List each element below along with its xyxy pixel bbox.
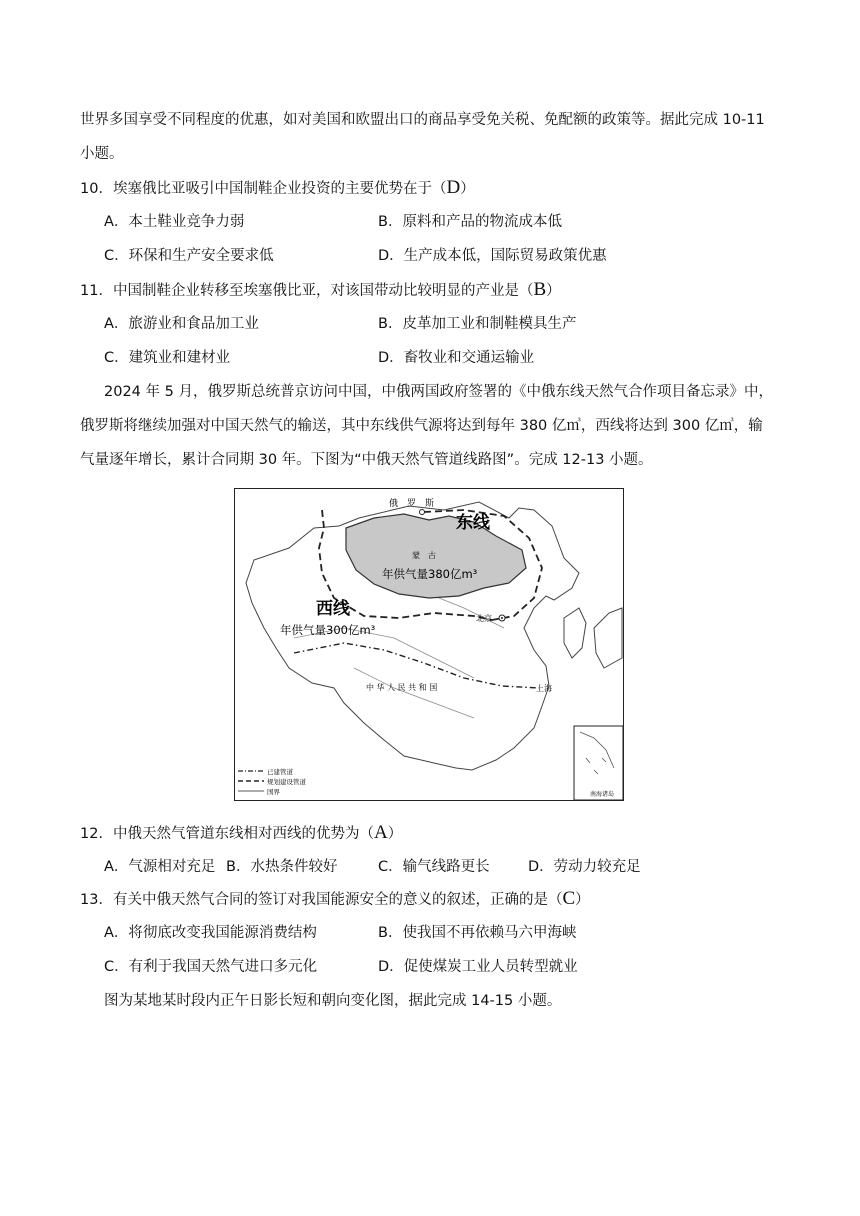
q12-option-b: B．水热条件较好	[226, 859, 338, 875]
q13-answer: C	[562, 888, 576, 909]
q10-option-b: B．原料和产品的物流成本低	[378, 214, 562, 230]
label-west-volume: 年供气量300亿m³	[280, 623, 376, 637]
q12-stem: 12．中俄天然气管道东线相对西线的优势为（	[80, 826, 374, 842]
russia-source-marker	[420, 510, 425, 515]
q11-close: ）	[546, 283, 561, 299]
label-russia: 俄 罗 斯	[389, 499, 435, 509]
q11-option-b: B．皮革加工业和制鞋模具生产	[378, 316, 577, 332]
inset-frame	[574, 726, 623, 800]
label-east-route: 东线	[456, 513, 490, 533]
label-west-route: 西线	[316, 599, 350, 619]
q13-option-b: B．使我国不再依赖马六甲海峡	[378, 925, 577, 941]
label-mongolia: 蒙 古	[412, 551, 436, 560]
q10-stem-line	[80, 178, 475, 199]
q12-option-d: D．劳动力较充足	[528, 859, 641, 875]
label-shanghai: 上海	[536, 684, 552, 693]
q11-stem: 11．中国制鞋企业转移至埃塞俄比亚，对该国带动比较明显的产业是（	[80, 283, 534, 299]
label-prc: 中 华 人 民 共 和 国	[366, 683, 438, 692]
q12-stem-line	[80, 823, 402, 844]
q13-option-d: D．促使煤炭工业人员转型就业	[378, 959, 578, 975]
label-inset: 南海诸岛	[590, 791, 615, 798]
legend-border-label: 国界	[267, 788, 280, 796]
q11-answer: B	[533, 279, 547, 300]
q12-answer: A	[373, 822, 388, 843]
q12-option-a: A．气源相对充足	[104, 859, 216, 875]
q10-option-a: A．本土鞋业竞争力弱	[104, 214, 245, 230]
q10-close: ）	[460, 181, 475, 197]
q11-option-d: D．畜牧业和交通运输业	[378, 350, 535, 366]
intro-line-2: 小题。	[80, 146, 124, 162]
passage2-line-3: 气量逐年增长，累计合同期 30 年。下图为“中俄天然气管道线路图”。完成 12-13 小题。	[80, 452, 653, 468]
q13-option-c: C．有利于我国天然气进口多元化	[104, 959, 318, 975]
q11-option-a: A．旅游业和食品加工业	[104, 316, 259, 332]
passage3-line-1: 图为某地某时段内正午日影长短和朝向变化图，据此完成 14-15 小题。	[104, 993, 562, 1009]
label-east-volume: 年供气量380亿m³	[382, 567, 478, 581]
q10-option-c: C．环保和生产安全要求低	[104, 248, 274, 264]
label-beijing: 北京	[476, 614, 492, 623]
q13-option-a: A．将彻底改变我国能源消费结构	[104, 925, 317, 941]
q13-stem: 13．有关中俄天然气合同的签订对我国能源安全的意义的叙述，正确的是（	[80, 892, 563, 908]
passage2-line-2: 俄罗斯将继续加强对中国天然气的输送，其中东线供气源将达到每年 380 亿㎥，西线将达到 300 亿㎥，输	[80, 418, 763, 434]
q10-option-d: D．生产成本低，国际贸易政策优惠	[378, 248, 607, 264]
legend-planned-label: 规划建设管道	[267, 778, 306, 786]
q12-close: ）	[387, 826, 403, 842]
q10-stem: 10．埃塞俄比亚吸引中国制鞋企业投资的主要优势在于（	[80, 181, 447, 197]
q11-option-c: C．建筑业和建材业	[104, 350, 231, 366]
q13-close: ）	[575, 892, 590, 908]
q13-stem-line	[80, 889, 590, 910]
intro-line-1: 世界多国享受不同程度的优惠，如对美国和欧盟出口的商品享受免关税、免配额的政策等。据此完成 10-11	[80, 112, 765, 128]
passage2-line-1: 2024 年 5 月，俄罗斯总统普京访问中国，中俄两国政府签署的《中俄东线天然气合作项目备忘录》中，	[104, 384, 773, 400]
legend-built-label: 已建管道	[267, 768, 293, 776]
pipeline-route-map	[234, 488, 624, 801]
q10-answer: D	[446, 177, 461, 198]
q12-option-c: C．输气线路更长	[378, 859, 490, 875]
q11-stem-line	[80, 280, 561, 301]
